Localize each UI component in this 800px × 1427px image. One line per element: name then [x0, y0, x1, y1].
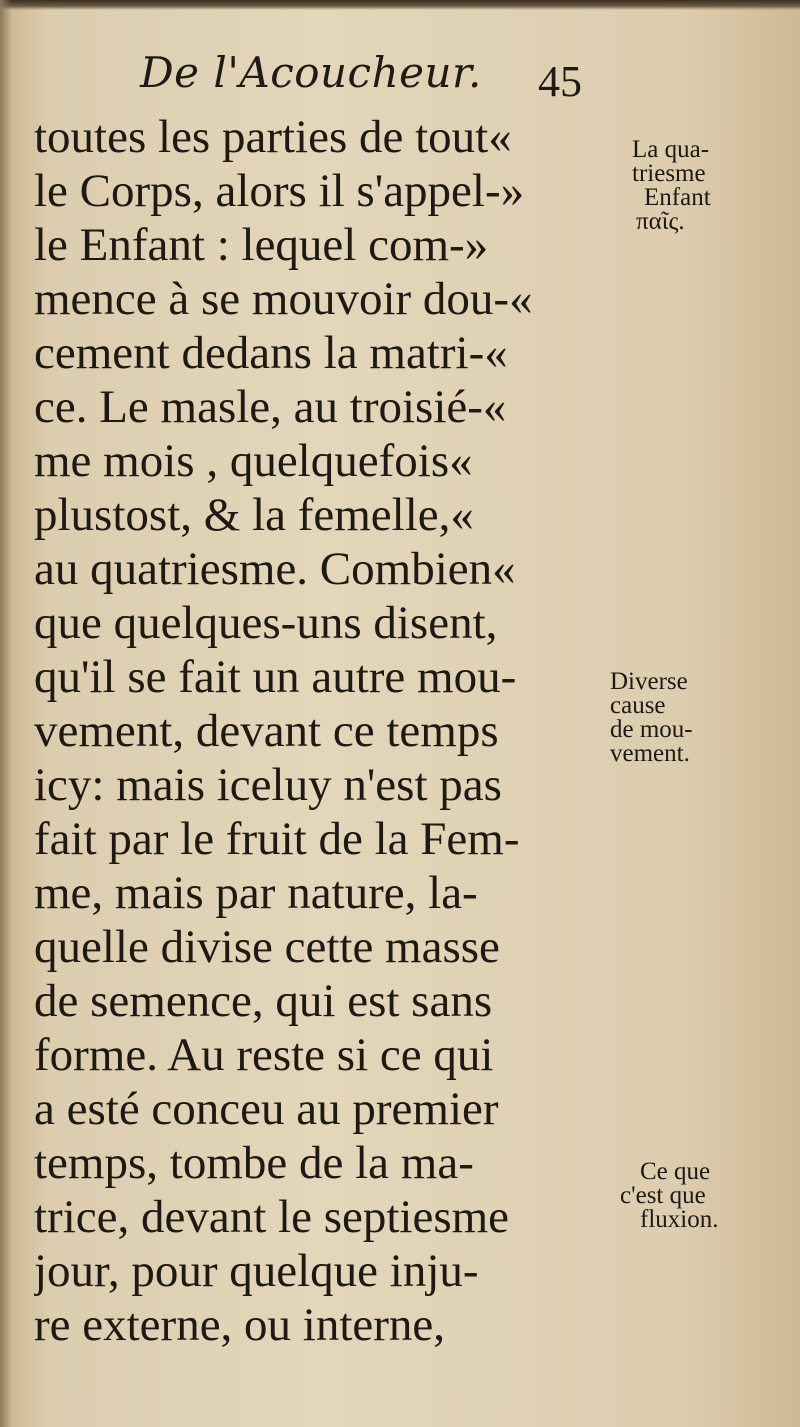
margin-note-fluxion: [620, 1160, 718, 1232]
text-line: vement, devant ce temps: [34, 705, 499, 757]
text-line: quelle divise cette masse: [34, 921, 500, 973]
page-gutter-shadow: [0, 0, 12, 1427]
text-line: ce. Le masle, au troisié-«: [34, 381, 507, 433]
text-line: toutes les parties de tout«: [34, 111, 512, 163]
text-line: plustost, & la femelle,«: [34, 489, 474, 541]
text-line: trice, devant le septiesme: [34, 1191, 510, 1243]
margin-note-line: cause: [610, 692, 666, 719]
text-line: jour, pour quelque inju-: [34, 1245, 479, 1297]
text-line: qu'il se fait un autre mou-: [34, 651, 517, 703]
text-line: que quelques-uns disent,: [34, 597, 498, 649]
text-line: le Enfant : lequel com-»: [34, 219, 489, 271]
margin-note-line: vement.: [610, 740, 690, 767]
text-line: cement dedans la matri-«: [34, 327, 508, 379]
text-line: a esté conceu au premier: [34, 1083, 499, 1135]
margin-note-line: Diverse: [610, 668, 688, 695]
margin-note-line: Enfant: [644, 184, 711, 211]
text-line: fait par le fruit de la Fem-: [34, 813, 520, 865]
text-line: de semence, qui est sans: [34, 975, 493, 1027]
margin-note-diverse-cause: [610, 670, 693, 766]
text-line: icy: mais iceluy n'est pas: [34, 759, 502, 811]
margin-note-line: Ce que: [640, 1158, 711, 1185]
margin-note-line: triesme: [632, 160, 706, 187]
text-line: au quatriesme. Combien«: [34, 543, 516, 595]
margin-note-line: fluxion.: [640, 1206, 719, 1233]
margin-note-line: de mou-: [610, 716, 693, 743]
margin-note-line: c'est que: [620, 1182, 706, 1209]
running-title: De l'Acoucheur.: [140, 48, 482, 97]
page-number: 45: [538, 57, 582, 106]
text-line: le Corps, alors il s'appel-»: [34, 165, 525, 217]
margin-note-line: La qua-: [632, 136, 710, 163]
text-line: re externe, ou interne,: [34, 1299, 446, 1351]
text-line: me mois , quelquefois«: [34, 435, 473, 487]
text-line: temps, tombe de la ma-: [34, 1137, 474, 1189]
text-line: mence à se mouvoir dou-«: [34, 273, 533, 325]
margin-note-quatriesme: [632, 138, 711, 234]
text-line: forme. Au reste si ce qui: [34, 1029, 494, 1081]
body-text: [34, 110, 614, 1352]
page-top-edge: [0, 0, 800, 10]
text-line: me, mais par nature, la-: [34, 867, 478, 919]
margin-note-line: παῖς.: [636, 208, 685, 235]
